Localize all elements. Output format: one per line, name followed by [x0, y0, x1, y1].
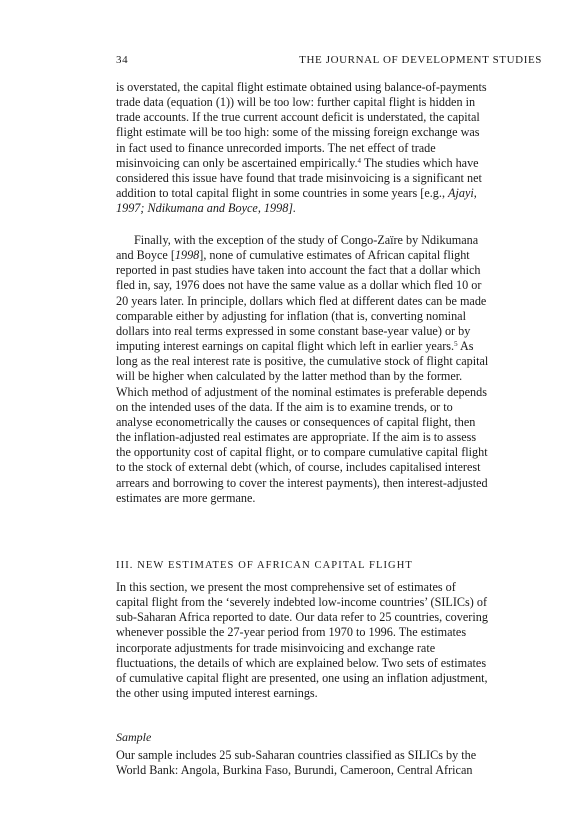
text-line [116, 339, 542, 354]
text-line: fled in, say, 1976 does not have the same value as a dollar which fled 10 or [116, 278, 482, 293]
text-line: considered this issue have found that trade misinvoicing is a significant net [116, 170, 482, 185]
text-line: the opportunity cost of capital flight, or to compare cumulative capital flight [116, 445, 488, 460]
text-segment: misinvoicing can only be ascertained empirically. [116, 155, 358, 170]
page-number: 34 [116, 54, 129, 66]
text-line: flight estimate will be too high: some of the missing foreign exchange was [116, 125, 480, 140]
paragraph-4 [116, 748, 542, 778]
text-line: reported in past studies have taken into account the fact that a dollar which [116, 263, 481, 278]
text-line: analyse econometrically the causes or consequences of capital flight, then [116, 414, 476, 429]
citation: 1998 [174, 248, 200, 263]
text-line: trade data (equation (1)) will be too low: further capital flight is hidden in [116, 95, 476, 110]
paragraph-3 [116, 580, 542, 701]
text-line: 20 years later. In principle, dollars which fled at different dates can be made [116, 293, 487, 308]
text-line [116, 248, 542, 263]
text-line: on the intended uses of the data. If the aim is to examine trends, or to [116, 399, 453, 414]
text-line: is overstated, the capital flight estimate obtained using balance-of-payments [116, 80, 487, 94]
text-line: the inflation-adjusted real estimates are appropriate. If the aim is to assess [116, 430, 477, 445]
text-line: fluctuations, the details of which are explained below. Two sets of estimates [116, 655, 487, 670]
section-heading: III. NEW ESTIMATES OF AFRICAN CAPITAL FLIGHT [116, 560, 413, 571]
text-line: In this section, we present the most comprehensive set of estimates of [116, 580, 456, 594]
text-line [116, 156, 542, 171]
text-line: Finally, with the exception of the study of Congo-Zaïre by Ndikumana [134, 233, 479, 247]
sub-heading: Sample [116, 730, 152, 744]
paragraph-2 [116, 233, 542, 506]
running-header [116, 54, 542, 70]
text-line: Our sample includes 25 sub-Saharan countries classified as SILICs by the [116, 748, 477, 762]
text-line: dollars into real terms expressed in some constant base-year value) or by [116, 323, 471, 338]
text-segment: imputing interest earnings on capital flight which left in earlier years. [116, 339, 455, 354]
paragraph-1 [116, 80, 542, 216]
text-line [116, 201, 542, 216]
text-line: incorporate adjustments for trade misinvoicing and exchange rate [116, 640, 436, 655]
text-line: sub-Saharan Africa reported to date. Our data refer to 25 countries, covering [116, 610, 488, 625]
text-line: comparable either by adjusting for inflation (that is, converting nominal [116, 308, 466, 323]
text-line: the other using imputed interest earnings. [116, 686, 318, 701]
text-line: to the stock of external debt (which, of course, includes capitalised interest [116, 460, 481, 475]
journal-title: THE JOURNAL OF DEVELOPMENT STUDIES [299, 54, 542, 66]
text-line: capital flight from the ‘severely indebted low-income countries’ (SILICs) of [116, 595, 488, 610]
text-segment: The studies which have [361, 155, 479, 170]
text-segment: addition to total capital flight in some countries in some years [e.g., [116, 186, 449, 201]
text-line: World Bank: Angola, Burkina Faso, Burundi, Cameroon, Central African [116, 763, 473, 778]
text-segment: ], none of cumulative estimates of African capital flight [199, 248, 470, 263]
citation: 1997; Ndikumana and Boyce, 1998]. [116, 201, 297, 216]
footnote-marker: 5 [454, 340, 458, 349]
text-line: long as the real interest rate is positive, the cumulative stock of flight capital [116, 354, 489, 369]
text-line: will be higher when calculated by the latter method than by the former. [116, 369, 463, 384]
footnote-marker: 4 [357, 156, 362, 165]
text-line: Which method of adjustment of the nominal estimates is preferable depends [116, 384, 487, 399]
text-line: trade accounts. If the true current account deficit is understated, the capital [116, 110, 480, 125]
text-line: estimates are more germane. [116, 490, 256, 505]
text-line: whenever possible the 27-year period from 1970 to 1996. The estimates [116, 625, 467, 640]
text-line: arrears and borrowing to cover the interest payments), then interest-adjusted [116, 475, 488, 490]
text-segment: and Boyce [ [116, 248, 175, 263]
text-line [116, 186, 542, 201]
citation: Ajayi, [448, 186, 477, 201]
text-line: in fact used to finance unrecorded imports. The net effect of trade [116, 140, 436, 155]
text-segment: As [457, 339, 474, 354]
text-line: of cumulative capital flight are presented, one using an inflation adjustment, [116, 670, 488, 685]
